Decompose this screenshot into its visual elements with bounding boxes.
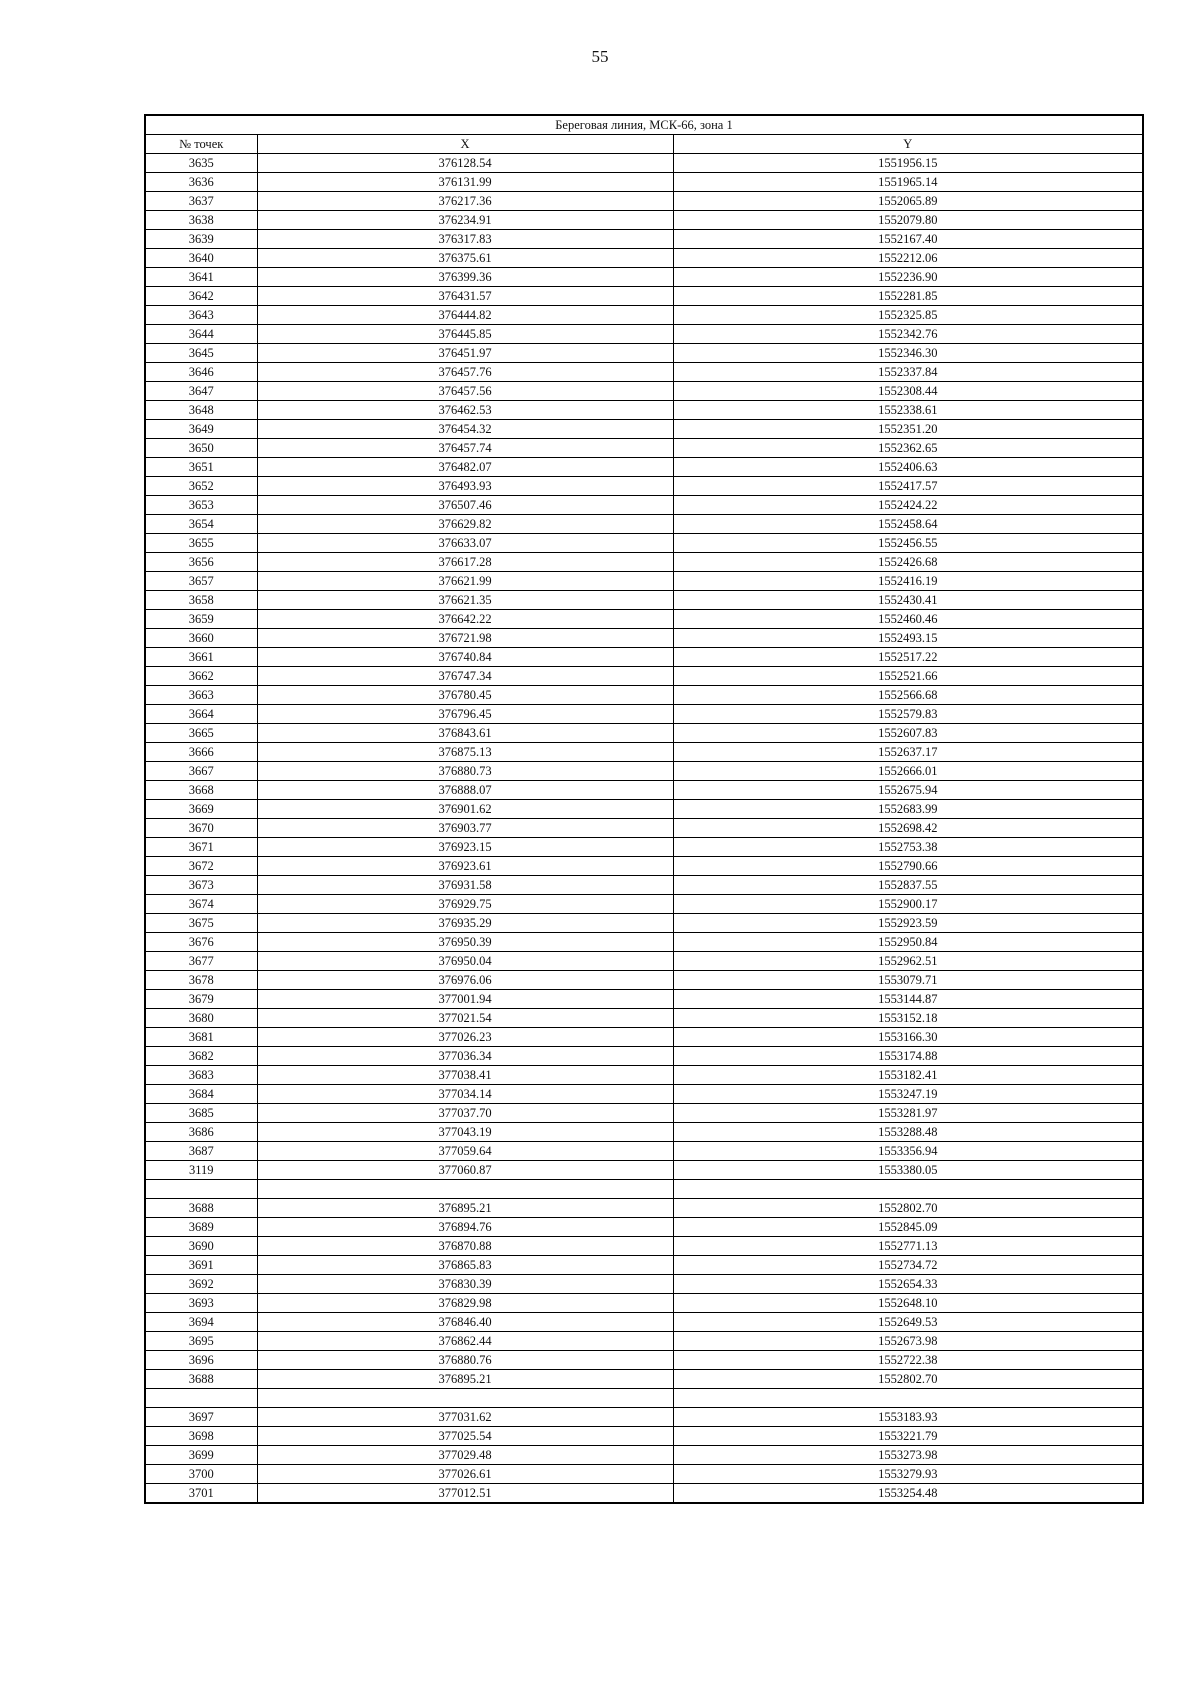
cell-x: 377059.64 — [257, 1142, 673, 1161]
table-row — [145, 952, 1143, 971]
cell-y: 1552212.06 — [673, 249, 1143, 268]
cell-point-number: 3642 — [145, 287, 257, 306]
cell-x: 377026.61 — [257, 1465, 673, 1484]
table-row — [145, 800, 1143, 819]
cell-x: 376642.22 — [257, 610, 673, 629]
cell-x: 376862.44 — [257, 1332, 673, 1351]
cell-point-number: 3685 — [145, 1104, 257, 1123]
cell-x: 377043.19 — [257, 1123, 673, 1142]
cell-y: 1552493.15 — [673, 629, 1143, 648]
table-row — [145, 1332, 1143, 1351]
cell-x: 376234.91 — [257, 211, 673, 230]
cell-x — [257, 1389, 673, 1408]
cell-y: 1552802.70 — [673, 1370, 1143, 1389]
cell-y: 1553279.93 — [673, 1465, 1143, 1484]
cell-y: 1552673.98 — [673, 1332, 1143, 1351]
table-row — [145, 819, 1143, 838]
table-row — [145, 1389, 1143, 1408]
cell-x: 376747.34 — [257, 667, 673, 686]
cell-point-number: 3698 — [145, 1427, 257, 1446]
cell-point-number: 3652 — [145, 477, 257, 496]
cell-x — [257, 1180, 673, 1199]
cell-y: 1552637.17 — [673, 743, 1143, 762]
cell-y: 1553273.98 — [673, 1446, 1143, 1465]
table-row — [145, 686, 1143, 705]
cell-x: 376451.97 — [257, 344, 673, 363]
cell-y: 1552607.83 — [673, 724, 1143, 743]
header-point-number: № точек — [145, 135, 257, 154]
cell-x: 376895.21 — [257, 1199, 673, 1218]
table-row — [145, 515, 1143, 534]
table-row — [145, 1161, 1143, 1180]
cell-y: 1553221.79 — [673, 1427, 1143, 1446]
cell-y: 1552675.94 — [673, 781, 1143, 800]
table-row — [145, 1370, 1143, 1389]
table-row — [145, 363, 1143, 382]
cell-x: 376888.07 — [257, 781, 673, 800]
table-row — [145, 933, 1143, 952]
cell-x: 377025.54 — [257, 1427, 673, 1446]
cell-x: 376929.75 — [257, 895, 673, 914]
cell-point-number: 3681 — [145, 1028, 257, 1047]
cell-y: 1553288.48 — [673, 1123, 1143, 1142]
table-row — [145, 914, 1143, 933]
cell-x: 376462.53 — [257, 401, 673, 420]
cell-point-number: 3638 — [145, 211, 257, 230]
cell-point-number: 3672 — [145, 857, 257, 876]
table-row — [145, 1465, 1143, 1484]
cell-point-number: 3689 — [145, 1218, 257, 1237]
cell-y: 1552460.46 — [673, 610, 1143, 629]
cell-point-number: 3662 — [145, 667, 257, 686]
cell-point-number: 3671 — [145, 838, 257, 857]
cell-point-number: 3673 — [145, 876, 257, 895]
cell-y: 1552346.30 — [673, 344, 1143, 363]
cell-y: 1552456.55 — [673, 534, 1143, 553]
cell-x: 376935.29 — [257, 914, 673, 933]
cell-y: 1552308.44 — [673, 382, 1143, 401]
table-row — [145, 1313, 1143, 1332]
table-row — [145, 344, 1143, 363]
cell-x: 377036.34 — [257, 1047, 673, 1066]
cell-point-number: 3669 — [145, 800, 257, 819]
cell-y: 1552406.63 — [673, 458, 1143, 477]
header-x: X — [257, 135, 673, 154]
cell-point-number: 3696 — [145, 1351, 257, 1370]
cell-point-number: 3675 — [145, 914, 257, 933]
cell-x: 376445.85 — [257, 325, 673, 344]
table-row — [145, 420, 1143, 439]
cell-y: 1552566.68 — [673, 686, 1143, 705]
cell-y: 1552236.90 — [673, 268, 1143, 287]
cell-y: 1552362.65 — [673, 439, 1143, 458]
cell-point-number: 3694 — [145, 1313, 257, 1332]
cell-point-number — [145, 1389, 257, 1408]
cell-x: 376621.99 — [257, 572, 673, 591]
table-row — [145, 154, 1143, 173]
cell-x: 376870.88 — [257, 1237, 673, 1256]
cell-point-number: 3639 — [145, 230, 257, 249]
table-row — [145, 876, 1143, 895]
cell-x: 376457.76 — [257, 363, 673, 382]
cell-point-number: 3666 — [145, 743, 257, 762]
cell-x: 376901.62 — [257, 800, 673, 819]
cell-x: 376950.39 — [257, 933, 673, 952]
table-row — [145, 1009, 1143, 1028]
cell-y: 1552426.68 — [673, 553, 1143, 572]
cell-x: 376976.06 — [257, 971, 673, 990]
cell-x: 376780.45 — [257, 686, 673, 705]
table-row — [145, 971, 1143, 990]
cell-y: 1553380.05 — [673, 1161, 1143, 1180]
table-row — [145, 382, 1143, 401]
table-row — [145, 838, 1143, 857]
cell-point-number: 3679 — [145, 990, 257, 1009]
page-number: 55 — [591, 47, 609, 66]
cell-y: 1551956.15 — [673, 154, 1143, 173]
table-row — [145, 610, 1143, 629]
cell-point-number: 3677 — [145, 952, 257, 971]
cell-y: 1552351.20 — [673, 420, 1143, 439]
cell-point-number: 3635 — [145, 154, 257, 173]
table-row — [145, 705, 1143, 724]
cell-point-number: 3641 — [145, 268, 257, 287]
cell-y: 1552666.01 — [673, 762, 1143, 781]
cell-point-number — [145, 1180, 257, 1199]
cell-point-number: 3650 — [145, 439, 257, 458]
cell-point-number: 3636 — [145, 173, 257, 192]
cell-point-number: 3655 — [145, 534, 257, 553]
cell-x: 376846.40 — [257, 1313, 673, 1332]
table-row — [145, 534, 1143, 553]
cell-point-number: 3119 — [145, 1161, 257, 1180]
cell-y: 1552325.85 — [673, 306, 1143, 325]
cell-point-number: 3683 — [145, 1066, 257, 1085]
cell-point-number: 3670 — [145, 819, 257, 838]
cell-y: 1552962.51 — [673, 952, 1143, 971]
cell-point-number: 3674 — [145, 895, 257, 914]
cell-x: 377029.48 — [257, 1446, 673, 1465]
cell-point-number: 3678 — [145, 971, 257, 990]
table-row — [145, 1484, 1143, 1504]
cell-y: 1552845.09 — [673, 1218, 1143, 1237]
cell-x: 376454.32 — [257, 420, 673, 439]
cell-x: 376829.98 — [257, 1294, 673, 1313]
table-row — [145, 1123, 1143, 1142]
cell-point-number: 3653 — [145, 496, 257, 515]
table-row — [145, 990, 1143, 1009]
table-row — [145, 629, 1143, 648]
cell-x: 376894.76 — [257, 1218, 673, 1237]
table-header-row — [145, 135, 1143, 154]
cell-y: 1552802.70 — [673, 1199, 1143, 1218]
cell-point-number: 3692 — [145, 1275, 257, 1294]
cell-y: 1552517.22 — [673, 648, 1143, 667]
table-row — [145, 1142, 1143, 1161]
cell-y: 1553152.18 — [673, 1009, 1143, 1028]
cell-y: 1552950.84 — [673, 933, 1143, 952]
cell-y: 1552579.83 — [673, 705, 1143, 724]
cell-x: 376830.39 — [257, 1275, 673, 1294]
cell-point-number: 3686 — [145, 1123, 257, 1142]
cell-x: 376950.04 — [257, 952, 673, 971]
cell-x: 376617.28 — [257, 553, 673, 572]
cell-x: 376399.36 — [257, 268, 673, 287]
cell-point-number: 3648 — [145, 401, 257, 420]
cell-point-number: 3688 — [145, 1370, 257, 1389]
cell-point-number: 3691 — [145, 1256, 257, 1275]
cell-point-number: 3654 — [145, 515, 257, 534]
cell-x: 376923.61 — [257, 857, 673, 876]
table-row — [145, 553, 1143, 572]
cell-x: 376721.98 — [257, 629, 673, 648]
cell-y: 1552790.66 — [673, 857, 1143, 876]
table-row — [145, 743, 1143, 762]
table-row — [145, 1256, 1143, 1275]
cell-x: 376796.45 — [257, 705, 673, 724]
table-row — [145, 1275, 1143, 1294]
cell-y: 1553247.19 — [673, 1085, 1143, 1104]
table-row — [145, 477, 1143, 496]
table-row — [145, 458, 1143, 477]
cell-point-number: 3649 — [145, 420, 257, 439]
cell-x: 376457.74 — [257, 439, 673, 458]
cell-point-number: 3697 — [145, 1408, 257, 1427]
cell-x: 376880.73 — [257, 762, 673, 781]
cell-y: 1552683.99 — [673, 800, 1143, 819]
table-row — [145, 325, 1143, 344]
table-row — [145, 401, 1143, 420]
table-row — [145, 781, 1143, 800]
cell-point-number: 3668 — [145, 781, 257, 800]
table-row — [145, 667, 1143, 686]
cell-y: 1552458.64 — [673, 515, 1143, 534]
cell-y: 1552167.40 — [673, 230, 1143, 249]
cell-x: 376128.54 — [257, 154, 673, 173]
table-row — [145, 857, 1143, 876]
table-title: Береговая линия, МСК-66, зона 1 — [145, 115, 1143, 135]
cell-point-number: 3645 — [145, 344, 257, 363]
table-row — [145, 268, 1143, 287]
table-row — [145, 1066, 1143, 1085]
table-row — [145, 306, 1143, 325]
cell-y: 1552521.66 — [673, 667, 1143, 686]
cell-y: 1553183.93 — [673, 1408, 1143, 1427]
table-row — [145, 1028, 1143, 1047]
cell-x: 377034.14 — [257, 1085, 673, 1104]
header-y: Y — [673, 135, 1143, 154]
cell-y: 1552430.41 — [673, 591, 1143, 610]
cell-y: 1552342.76 — [673, 325, 1143, 344]
table-row — [145, 1427, 1143, 1446]
cell-y: 1552698.42 — [673, 819, 1143, 838]
cell-point-number: 3657 — [145, 572, 257, 591]
cell-x: 376621.35 — [257, 591, 673, 610]
coordinates-table — [144, 114, 1144, 1504]
cell-x: 376633.07 — [257, 534, 673, 553]
cell-y: 1553079.71 — [673, 971, 1143, 990]
cell-x: 376375.61 — [257, 249, 673, 268]
cell-x: 376740.84 — [257, 648, 673, 667]
cell-point-number: 3637 — [145, 192, 257, 211]
cell-x: 376457.56 — [257, 382, 673, 401]
cell-x: 376507.46 — [257, 496, 673, 515]
cell-y: 1552337.84 — [673, 363, 1143, 382]
cell-x: 376923.15 — [257, 838, 673, 857]
cell-point-number: 3701 — [145, 1484, 257, 1504]
cell-x: 377060.87 — [257, 1161, 673, 1180]
cell-point-number: 3665 — [145, 724, 257, 743]
cell-y: 1552771.13 — [673, 1237, 1143, 1256]
table-row — [145, 287, 1143, 306]
cell-x: 376843.61 — [257, 724, 673, 743]
cell-point-number: 3659 — [145, 610, 257, 629]
cell-point-number: 3688 — [145, 1199, 257, 1218]
cell-y: 1553254.48 — [673, 1484, 1143, 1504]
table-row — [145, 173, 1143, 192]
cell-y: 1553182.41 — [673, 1066, 1143, 1085]
cell-y: 1552900.17 — [673, 895, 1143, 914]
cell-x: 376431.57 — [257, 287, 673, 306]
cell-point-number: 3700 — [145, 1465, 257, 1484]
cell-point-number: 3684 — [145, 1085, 257, 1104]
cell-point-number: 3693 — [145, 1294, 257, 1313]
cell-y — [673, 1389, 1143, 1408]
cell-point-number: 3695 — [145, 1332, 257, 1351]
cell-point-number: 3658 — [145, 591, 257, 610]
table-row — [145, 1047, 1143, 1066]
cell-point-number: 3651 — [145, 458, 257, 477]
cell-x: 376629.82 — [257, 515, 673, 534]
cell-x: 376217.36 — [257, 192, 673, 211]
table-row — [145, 724, 1143, 743]
cell-y: 1552417.57 — [673, 477, 1143, 496]
cell-point-number: 3661 — [145, 648, 257, 667]
cell-point-number: 3640 — [145, 249, 257, 268]
cell-y: 1552753.38 — [673, 838, 1143, 857]
cell-y: 1552837.55 — [673, 876, 1143, 895]
cell-x: 376903.77 — [257, 819, 673, 838]
cell-x: 376865.83 — [257, 1256, 673, 1275]
cell-point-number: 3699 — [145, 1446, 257, 1465]
table-row — [145, 648, 1143, 667]
cell-y: 1552079.80 — [673, 211, 1143, 230]
table-row — [145, 572, 1143, 591]
table-row — [145, 1446, 1143, 1465]
table-row — [145, 1294, 1143, 1313]
cell-point-number: 3656 — [145, 553, 257, 572]
table-row — [145, 1351, 1143, 1370]
cell-x: 376880.76 — [257, 1351, 673, 1370]
cell-x: 376493.93 — [257, 477, 673, 496]
table-row — [145, 230, 1143, 249]
cell-x: 376895.21 — [257, 1370, 673, 1389]
table-row — [145, 1218, 1143, 1237]
table-row — [145, 192, 1143, 211]
cell-y: 1552281.85 — [673, 287, 1143, 306]
cell-point-number: 3663 — [145, 686, 257, 705]
cell-y: 1553356.94 — [673, 1142, 1143, 1161]
cell-x: 376482.07 — [257, 458, 673, 477]
cell-x: 377031.62 — [257, 1408, 673, 1427]
table-row — [145, 211, 1143, 230]
table-row — [145, 1237, 1143, 1256]
cell-point-number: 3660 — [145, 629, 257, 648]
cell-point-number: 3682 — [145, 1047, 257, 1066]
table-row — [145, 762, 1143, 781]
cell-y: 1552923.59 — [673, 914, 1143, 933]
table-row — [145, 1104, 1143, 1123]
cell-y: 1553166.30 — [673, 1028, 1143, 1047]
table-row — [145, 496, 1143, 515]
cell-y: 1552424.22 — [673, 496, 1143, 515]
cell-y: 1552416.19 — [673, 572, 1143, 591]
cell-point-number: 3643 — [145, 306, 257, 325]
cell-x: 376875.13 — [257, 743, 673, 762]
cell-x: 376131.99 — [257, 173, 673, 192]
table-row — [145, 1199, 1143, 1218]
table-row — [145, 1180, 1143, 1199]
table-row — [145, 895, 1143, 914]
cell-y: 1551965.14 — [673, 173, 1143, 192]
cell-point-number: 3644 — [145, 325, 257, 344]
cell-x: 377026.23 — [257, 1028, 673, 1047]
cell-y — [673, 1180, 1143, 1199]
cell-y: 1552065.89 — [673, 192, 1143, 211]
table-row — [145, 1408, 1143, 1427]
table-row — [145, 591, 1143, 610]
cell-y: 1552654.33 — [673, 1275, 1143, 1294]
table-row — [145, 439, 1143, 458]
table-title-row — [145, 115, 1143, 135]
cell-point-number: 3680 — [145, 1009, 257, 1028]
cell-x: 376317.83 — [257, 230, 673, 249]
cell-x: 377001.94 — [257, 990, 673, 1009]
cell-y: 1553144.87 — [673, 990, 1143, 1009]
cell-x: 376931.58 — [257, 876, 673, 895]
cell-y: 1552734.72 — [673, 1256, 1143, 1275]
cell-y: 1552649.53 — [673, 1313, 1143, 1332]
cell-y: 1553174.88 — [673, 1047, 1143, 1066]
cell-point-number: 3646 — [145, 363, 257, 382]
cell-x: 376444.82 — [257, 306, 673, 325]
cell-point-number: 3690 — [145, 1237, 257, 1256]
cell-point-number: 3687 — [145, 1142, 257, 1161]
cell-x: 377021.54 — [257, 1009, 673, 1028]
cell-y: 1552722.38 — [673, 1351, 1143, 1370]
cell-x: 377037.70 — [257, 1104, 673, 1123]
cell-y: 1553281.97 — [673, 1104, 1143, 1123]
cell-x: 377038.41 — [257, 1066, 673, 1085]
cell-point-number: 3667 — [145, 762, 257, 781]
cell-point-number: 3664 — [145, 705, 257, 724]
cell-x: 377012.51 — [257, 1484, 673, 1504]
cell-y: 1552338.61 — [673, 401, 1143, 420]
cell-point-number: 3676 — [145, 933, 257, 952]
table-row — [145, 1085, 1143, 1104]
cell-point-number: 3647 — [145, 382, 257, 401]
table-row — [145, 249, 1143, 268]
cell-y: 1552648.10 — [673, 1294, 1143, 1313]
